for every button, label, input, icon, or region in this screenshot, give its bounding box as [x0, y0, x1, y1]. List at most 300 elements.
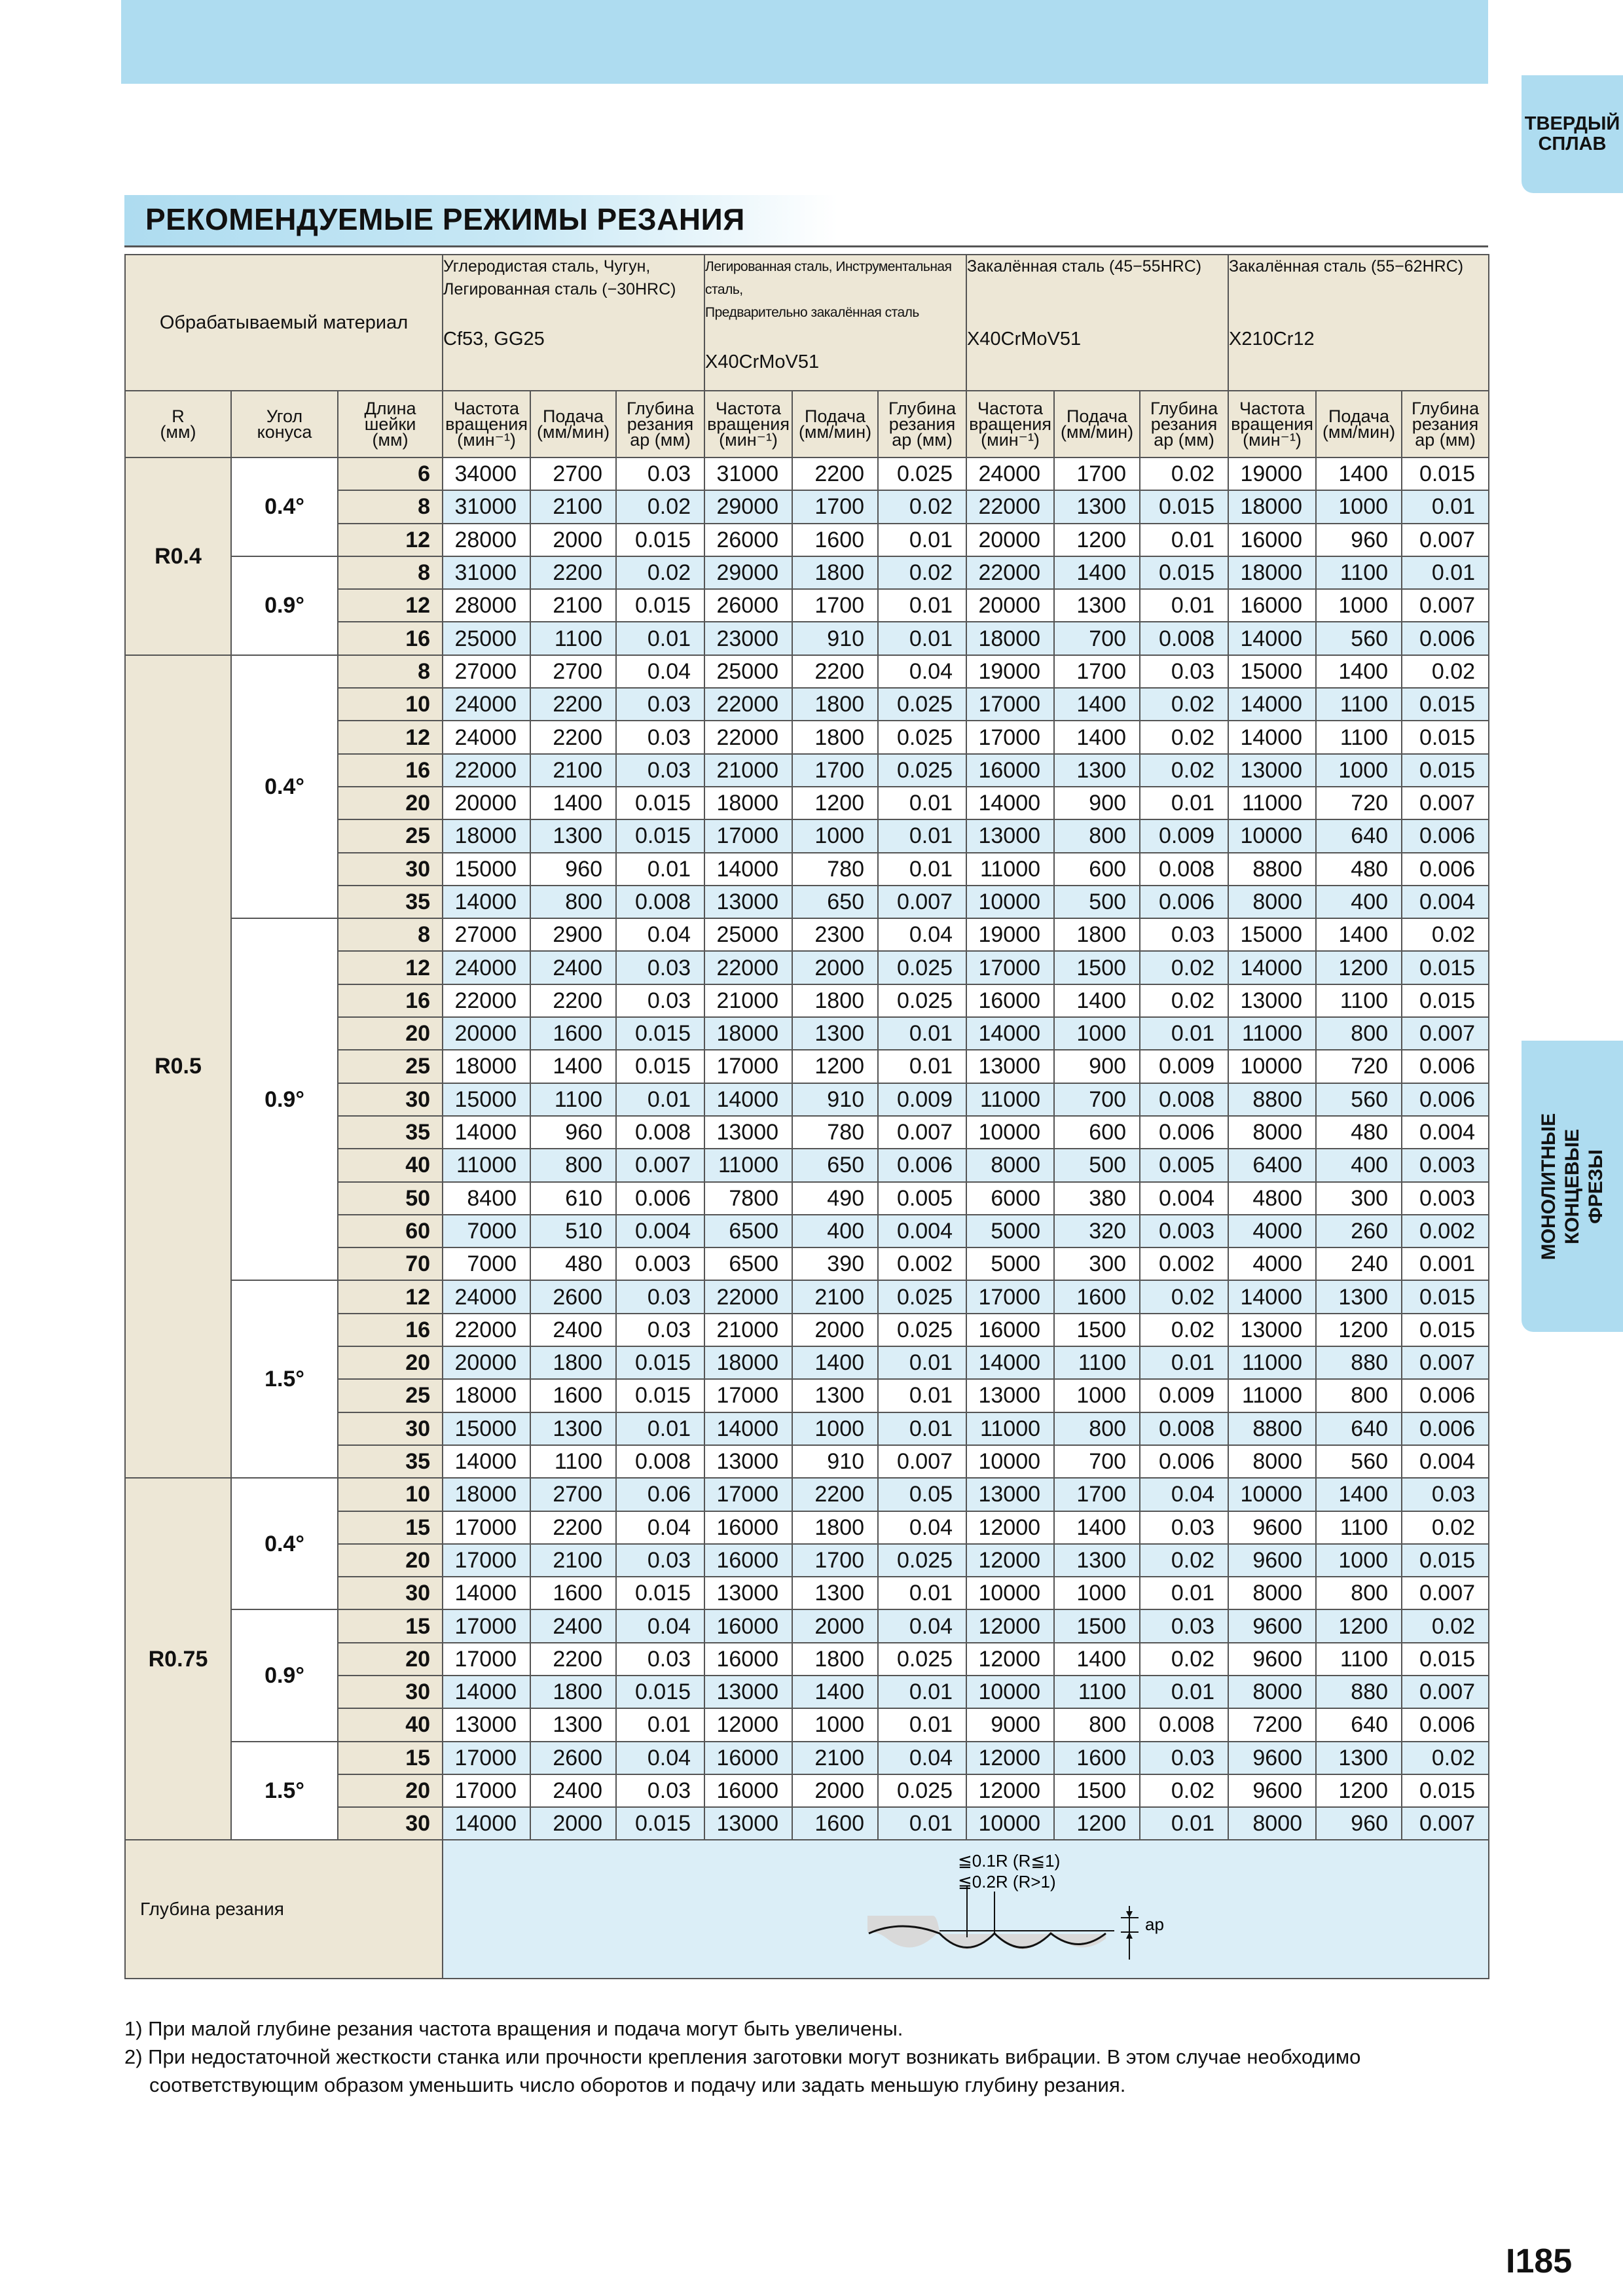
- value-cell: 0.01: [878, 524, 966, 556]
- value-cell: 0.009: [1140, 819, 1228, 852]
- value-cell: 0.02: [1140, 754, 1228, 787]
- value-cell: 0.015: [616, 787, 704, 819]
- value-cell: 20000: [443, 1017, 530, 1050]
- value-cell: 0.007: [878, 886, 966, 918]
- value-cell: 0.006: [1402, 622, 1489, 655]
- value-cell: 0.015: [1402, 1643, 1489, 1676]
- value-cell: 260: [1316, 1215, 1402, 1247]
- neck-length-cell: 10: [338, 1478, 443, 1511]
- value-cell: 16000: [966, 754, 1054, 787]
- value-cell: 1800: [792, 721, 878, 753]
- value-cell: 560: [1316, 1445, 1402, 1478]
- value-cell: 0.04: [878, 1742, 966, 1774]
- value-cell: 1400: [1316, 918, 1402, 951]
- value-cell: 2100: [530, 1544, 616, 1577]
- value-cell: 0.006: [1402, 819, 1489, 852]
- value-cell: 9600: [1228, 1742, 1316, 1774]
- neck-length-cell: 16: [338, 1314, 443, 1346]
- value-cell: 0.025: [878, 754, 966, 787]
- value-cell: 390: [792, 1247, 878, 1280]
- value-cell: 1700: [1054, 457, 1140, 490]
- value-cell: 10000: [966, 1807, 1054, 1840]
- value-cell: 0.007: [1402, 787, 1489, 819]
- value-cell: 1100: [1316, 688, 1402, 721]
- value-cell: 0.03: [616, 984, 704, 1017]
- value-cell: 0.04: [878, 918, 966, 951]
- value-cell: 7800: [704, 1182, 792, 1215]
- value-cell: 6500: [704, 1247, 792, 1280]
- value-cell: 0.004: [1402, 886, 1489, 918]
- value-cell: 1400: [1054, 556, 1140, 589]
- value-cell: 1100: [1054, 1676, 1140, 1708]
- value-cell: 0.01: [878, 589, 966, 622]
- value-cell: 560: [1316, 622, 1402, 655]
- value-cell: 800: [530, 1149, 616, 1181]
- ap-label: ap: [1145, 1914, 1164, 1935]
- col-header-depth: Глубина резания ар (мм): [616, 391, 704, 457]
- value-cell: 380: [1054, 1182, 1140, 1215]
- col-header-depth: Глубина резания ар (мм): [1402, 391, 1489, 457]
- value-cell: 11000: [443, 1149, 530, 1181]
- depth-of-cut-row: [125, 1840, 1489, 1979]
- value-cell: 19000: [966, 655, 1054, 688]
- side-tab-endmills-label: МОНОЛИТНЫЕ КОНЦЕВЫЕ ФРЕЗЫ: [1537, 1113, 1607, 1260]
- neck-length-cell: 16: [338, 622, 443, 655]
- value-cell: 6000: [966, 1182, 1054, 1215]
- value-cell: 1000: [1316, 754, 1402, 787]
- value-cell: 910: [792, 1083, 878, 1116]
- neck-length-cell: 8: [338, 490, 443, 523]
- value-cell: 14000: [704, 1412, 792, 1445]
- value-cell: 0.015: [616, 1050, 704, 1083]
- value-cell: 0.025: [878, 1774, 966, 1807]
- value-cell: 17000: [443, 1774, 530, 1807]
- value-cell: 0.02: [1140, 1314, 1228, 1346]
- value-cell: 16000: [704, 1643, 792, 1676]
- value-cell: 600: [1054, 853, 1140, 886]
- table-row: [125, 457, 1489, 490]
- value-cell: 0.02: [1140, 951, 1228, 984]
- value-cell: 9600: [1228, 1774, 1316, 1807]
- value-cell: 2200: [792, 655, 878, 688]
- value-cell: 1000: [792, 1412, 878, 1445]
- value-cell: 1800: [1054, 918, 1140, 951]
- value-cell: 4000: [1228, 1247, 1316, 1280]
- value-cell: 2700: [530, 457, 616, 490]
- value-cell: 7200: [1228, 1708, 1316, 1741]
- value-cell: 1100: [1054, 1346, 1140, 1379]
- value-cell: 800: [1316, 1379, 1402, 1412]
- value-cell: 22000: [966, 490, 1054, 523]
- value-cell: 0.04: [616, 918, 704, 951]
- neck-length-cell: 30: [338, 1807, 443, 1840]
- value-cell: 0.02: [1140, 688, 1228, 721]
- neck-length-cell: 8: [338, 556, 443, 589]
- value-cell: 8000: [966, 1149, 1054, 1181]
- value-cell: 0.015: [616, 819, 704, 852]
- value-cell: 0.01: [878, 819, 966, 852]
- neck-length-cell: 16: [338, 754, 443, 787]
- value-cell: 0.02: [1402, 655, 1489, 688]
- value-cell: 2400: [530, 1609, 616, 1642]
- value-cell: 0.02: [1402, 1609, 1489, 1642]
- value-cell: 0.02: [878, 490, 966, 523]
- value-cell: 22000: [704, 721, 792, 753]
- col-header-feed: Подача (мм/мин): [792, 391, 878, 457]
- value-cell: 0.04: [878, 1609, 966, 1642]
- value-cell: 2200: [530, 1511, 616, 1544]
- value-cell: 15000: [443, 1412, 530, 1445]
- value-cell: 0.04: [878, 1511, 966, 1544]
- value-cell: 8400: [443, 1182, 530, 1215]
- value-cell: 2200: [530, 556, 616, 589]
- table-row: [125, 918, 1489, 951]
- value-cell: 1200: [1054, 524, 1140, 556]
- value-cell: 600: [1054, 1116, 1140, 1149]
- value-cell: 0.006: [1402, 1083, 1489, 1116]
- value-cell: 1600: [792, 1807, 878, 1840]
- value-cell: 24000: [966, 457, 1054, 490]
- value-cell: 0.03: [616, 1280, 704, 1313]
- value-cell: 13000: [966, 1478, 1054, 1511]
- page-title: РЕКОМЕНДУЕМЫЕ РЕЖИМЫ РЕЗАНИЯ: [145, 202, 745, 236]
- value-cell: 15000: [443, 853, 530, 886]
- value-cell: 0.007: [1402, 1676, 1489, 1708]
- value-cell: 0.003: [1402, 1149, 1489, 1181]
- value-cell: 10000: [1228, 1050, 1316, 1083]
- value-cell: 1600: [792, 524, 878, 556]
- value-cell: 0.01: [878, 622, 966, 655]
- value-cell: 9600: [1228, 1609, 1316, 1642]
- value-cell: 23000: [704, 622, 792, 655]
- neck-length-cell: 35: [338, 886, 443, 918]
- value-cell: 0.025: [878, 688, 966, 721]
- material-4-cell: [1228, 255, 1489, 391]
- value-cell: 0.01: [878, 1807, 966, 1840]
- value-cell: 1700: [792, 589, 878, 622]
- value-cell: 2200: [792, 1478, 878, 1511]
- value-cell: 0.03: [1140, 918, 1228, 951]
- value-cell: 4800: [1228, 1182, 1316, 1215]
- value-cell: 8800: [1228, 1412, 1316, 1445]
- value-cell: 1400: [530, 787, 616, 819]
- col-header-r: R (мм): [125, 391, 231, 457]
- value-cell: 0.006: [616, 1182, 704, 1215]
- footnotes: [124, 2015, 1489, 2099]
- value-cell: 1500: [1054, 1314, 1140, 1346]
- value-cell: 1300: [792, 1577, 878, 1609]
- value-cell: 11000: [966, 1083, 1054, 1116]
- value-cell: 700: [1054, 1083, 1140, 1116]
- neck-length-cell: 20: [338, 1774, 443, 1807]
- value-cell: 1200: [792, 787, 878, 819]
- value-cell: 11000: [966, 853, 1054, 886]
- value-cell: 31000: [443, 556, 530, 589]
- value-cell: 1700: [792, 1544, 878, 1577]
- value-cell: 28000: [443, 524, 530, 556]
- value-cell: 24000: [443, 688, 530, 721]
- material-3-name: Закалённая сталь (45−55HRC): [967, 257, 1202, 276]
- neck-length-cell: 25: [338, 1379, 443, 1412]
- value-cell: 560: [1316, 1083, 1402, 1116]
- value-cell: 1700: [1054, 655, 1140, 688]
- value-cell: 1400: [1316, 1478, 1402, 1511]
- value-cell: 1300: [530, 1708, 616, 1741]
- material-4-grade: X210Cr12: [1229, 329, 1315, 350]
- value-cell: 10000: [966, 886, 1054, 918]
- value-cell: 13000: [966, 1050, 1054, 1083]
- value-cell: 0.025: [878, 1643, 966, 1676]
- value-cell: 0.015: [616, 1379, 704, 1412]
- value-cell: 0.03: [1402, 1478, 1489, 1511]
- value-cell: 22000: [704, 1280, 792, 1313]
- value-cell: 1500: [1054, 1774, 1140, 1807]
- value-cell: 0.015: [1402, 951, 1489, 984]
- value-cell: 0.015: [1402, 754, 1489, 787]
- value-cell: 14000: [443, 1807, 530, 1840]
- radius-cell: R0.4: [125, 457, 231, 655]
- value-cell: 1200: [1316, 1314, 1402, 1346]
- value-cell: 12000: [966, 1511, 1054, 1544]
- value-cell: 22000: [704, 688, 792, 721]
- material-1-name: Углеродистая сталь, Чугун, Легированная сталь (−30HRC): [443, 257, 676, 298]
- value-cell: 1200: [1316, 1609, 1402, 1642]
- value-cell: 0.06: [616, 1478, 704, 1511]
- column-header-row: [125, 391, 1489, 457]
- value-cell: 0.02: [1402, 918, 1489, 951]
- value-cell: 2200: [530, 1643, 616, 1676]
- value-cell: 0.002: [1140, 1247, 1228, 1280]
- value-cell: 1000: [792, 819, 878, 852]
- value-cell: 0.002: [1402, 1215, 1489, 1247]
- value-cell: 640: [1316, 819, 1402, 852]
- value-cell: 14000: [1228, 622, 1316, 655]
- value-cell: 18000: [443, 1478, 530, 1511]
- value-cell: 29000: [704, 490, 792, 523]
- value-cell: 0.03: [616, 1314, 704, 1346]
- value-cell: 400: [1316, 886, 1402, 918]
- value-cell: 17000: [966, 951, 1054, 984]
- value-cell: 0.01: [1140, 524, 1228, 556]
- value-cell: 0.01: [878, 1346, 966, 1379]
- depth-rule-r-large: ≦0.2R (R>1): [958, 1872, 1056, 1892]
- value-cell: 14000: [443, 1577, 530, 1609]
- value-cell: 0.008: [1140, 853, 1228, 886]
- value-cell: 960: [530, 1116, 616, 1149]
- value-cell: 15000: [1228, 655, 1316, 688]
- depth-rule-r-small: ≦0.1R (R≦1): [958, 1851, 1061, 1871]
- value-cell: 0.009: [878, 1083, 966, 1116]
- value-cell: 1100: [530, 1083, 616, 1116]
- value-cell: 800: [1316, 1577, 1402, 1609]
- value-cell: 13000: [1228, 754, 1316, 787]
- value-cell: 1600: [1054, 1280, 1140, 1313]
- value-cell: 1600: [530, 1017, 616, 1050]
- value-cell: 300: [1316, 1182, 1402, 1215]
- value-cell: 16000: [704, 1609, 792, 1642]
- depth-of-cut-diagram: [443, 1840, 1488, 1979]
- value-cell: 17000: [704, 1379, 792, 1412]
- value-cell: 0.015: [1402, 688, 1489, 721]
- value-cell: 11000: [1228, 787, 1316, 819]
- value-cell: 0.015: [616, 524, 704, 556]
- value-cell: 0.015: [1402, 1774, 1489, 1807]
- value-cell: 0.005: [878, 1182, 966, 1215]
- value-cell: 0.001: [1402, 1247, 1489, 1280]
- value-cell: 2000: [792, 1314, 878, 1346]
- value-cell: 0.01: [1140, 1346, 1228, 1379]
- value-cell: 13000: [704, 1116, 792, 1149]
- value-cell: 0.015: [1402, 1544, 1489, 1577]
- value-cell: 640: [1316, 1412, 1402, 1445]
- value-cell: 0.02: [616, 556, 704, 589]
- value-cell: 15000: [443, 1083, 530, 1116]
- value-cell: 0.04: [616, 1511, 704, 1544]
- value-cell: 0.01: [1402, 490, 1489, 523]
- value-cell: 0.015: [1402, 721, 1489, 753]
- value-cell: 0.03: [1140, 1609, 1228, 1642]
- side-tab-carbide-label: ТВЕРДЫЙ СПЛАВ: [1524, 113, 1620, 154]
- value-cell: 1800: [530, 1346, 616, 1379]
- value-cell: 12000: [966, 1774, 1054, 1807]
- value-cell: 4000: [1228, 1215, 1316, 1247]
- value-cell: 8000: [1228, 1116, 1316, 1149]
- value-cell: 0.01: [878, 1379, 966, 1412]
- value-cell: 800: [530, 886, 616, 918]
- value-cell: 0.01: [1140, 787, 1228, 819]
- value-cell: 10000: [966, 1676, 1054, 1708]
- value-cell: 13000: [1228, 1314, 1316, 1346]
- value-cell: 0.02: [616, 490, 704, 523]
- value-cell: 13000: [704, 1676, 792, 1708]
- value-cell: 0.007: [1402, 1017, 1489, 1050]
- side-tab-endmills: [1522, 1041, 1623, 1332]
- value-cell: 640: [1316, 1708, 1402, 1741]
- value-cell: 24000: [443, 721, 530, 753]
- value-cell: 1200: [792, 1050, 878, 1083]
- value-cell: 0.03: [1140, 1511, 1228, 1544]
- value-cell: 0.02: [1140, 984, 1228, 1017]
- value-cell: 15000: [1228, 918, 1316, 951]
- value-cell: 0.007: [1402, 1577, 1489, 1609]
- value-cell: 8000: [1228, 1577, 1316, 1609]
- value-cell: 0.006: [1402, 1708, 1489, 1741]
- value-cell: 17000: [443, 1511, 530, 1544]
- value-cell: 650: [792, 1149, 878, 1181]
- value-cell: 0.01: [878, 1577, 966, 1609]
- value-cell: 17000: [704, 1050, 792, 1083]
- value-cell: 0.007: [616, 1149, 704, 1181]
- value-cell: 22000: [443, 754, 530, 787]
- value-cell: 27000: [443, 655, 530, 688]
- value-cell: 17000: [966, 688, 1054, 721]
- value-cell: 0.004: [1402, 1445, 1489, 1478]
- value-cell: 0.025: [878, 721, 966, 753]
- value-cell: 18000: [443, 1050, 530, 1083]
- value-cell: 1200: [1316, 1774, 1402, 1807]
- title-rule: [124, 245, 1488, 247]
- value-cell: 13000: [966, 1379, 1054, 1412]
- value-cell: 16000: [966, 984, 1054, 1017]
- neck-length-cell: 30: [338, 1577, 443, 1609]
- neck-length-cell: 30: [338, 1412, 443, 1445]
- value-cell: 9600: [1228, 1643, 1316, 1676]
- value-cell: 800: [1054, 1412, 1140, 1445]
- value-cell: 0.02: [1140, 457, 1228, 490]
- value-cell: 2000: [792, 1774, 878, 1807]
- value-cell: 12000: [704, 1708, 792, 1741]
- table-row: [125, 1742, 1489, 1774]
- value-cell: 0.03: [616, 1643, 704, 1676]
- value-cell: 2000: [530, 524, 616, 556]
- value-cell: 480: [1316, 1116, 1402, 1149]
- value-cell: 910: [792, 622, 878, 655]
- value-cell: 0.01: [878, 853, 966, 886]
- value-cell: 16000: [704, 1544, 792, 1577]
- neck-length-cell: 20: [338, 1346, 443, 1379]
- value-cell: 2100: [792, 1280, 878, 1313]
- value-cell: 9600: [1228, 1544, 1316, 1577]
- value-cell: 1400: [1054, 688, 1140, 721]
- value-cell: 1800: [792, 1643, 878, 1676]
- value-cell: 0.008: [1140, 1412, 1228, 1445]
- value-cell: 18000: [704, 1346, 792, 1379]
- neck-length-cell: 8: [338, 918, 443, 951]
- value-cell: 0.006: [1402, 1412, 1489, 1445]
- value-cell: 1600: [530, 1577, 616, 1609]
- value-cell: 14000: [966, 787, 1054, 819]
- value-cell: 240: [1316, 1247, 1402, 1280]
- value-cell: 0.007: [1402, 1346, 1489, 1379]
- value-cell: 900: [1054, 1050, 1140, 1083]
- value-cell: 6500: [704, 1215, 792, 1247]
- value-cell: 11000: [1228, 1346, 1316, 1379]
- value-cell: 0.007: [878, 1445, 966, 1478]
- col-header-feed: Подача (мм/мин): [530, 391, 616, 457]
- neck-length-cell: 40: [338, 1708, 443, 1741]
- neck-length-cell: 30: [338, 1083, 443, 1116]
- footnote-1: 1) При малой глубине резания частота вращения и подача могут быть увеличены.: [124, 2017, 903, 2040]
- value-cell: 10000: [1228, 1478, 1316, 1511]
- value-cell: 13000: [704, 1445, 792, 1478]
- value-cell: 0.01: [616, 1412, 704, 1445]
- material-3-cell: [966, 255, 1228, 391]
- value-cell: 1800: [792, 984, 878, 1017]
- value-cell: 2600: [530, 1280, 616, 1313]
- value-cell: 17000: [443, 1544, 530, 1577]
- value-cell: 0.025: [878, 1280, 966, 1313]
- value-cell: 490: [792, 1182, 878, 1215]
- value-cell: 0.04: [616, 1742, 704, 1774]
- value-cell: 0.003: [1140, 1215, 1228, 1247]
- value-cell: 1400: [1054, 721, 1140, 753]
- value-cell: 0.04: [1140, 1478, 1228, 1511]
- value-cell: 0.03: [616, 688, 704, 721]
- value-cell: 0.03: [616, 1774, 704, 1807]
- value-cell: 22000: [704, 951, 792, 984]
- value-cell: 720: [1316, 1050, 1402, 1083]
- table-row: [125, 556, 1489, 589]
- value-cell: 5000: [966, 1215, 1054, 1247]
- value-cell: 1300: [1054, 754, 1140, 787]
- value-cell: 1100: [1316, 721, 1402, 753]
- value-cell: 1000: [1054, 1379, 1140, 1412]
- value-cell: 0.015: [616, 1017, 704, 1050]
- value-cell: 14000: [966, 1017, 1054, 1050]
- material-2-cell: [704, 255, 966, 391]
- value-cell: 10000: [966, 1116, 1054, 1149]
- value-cell: 0.02: [1140, 1774, 1228, 1807]
